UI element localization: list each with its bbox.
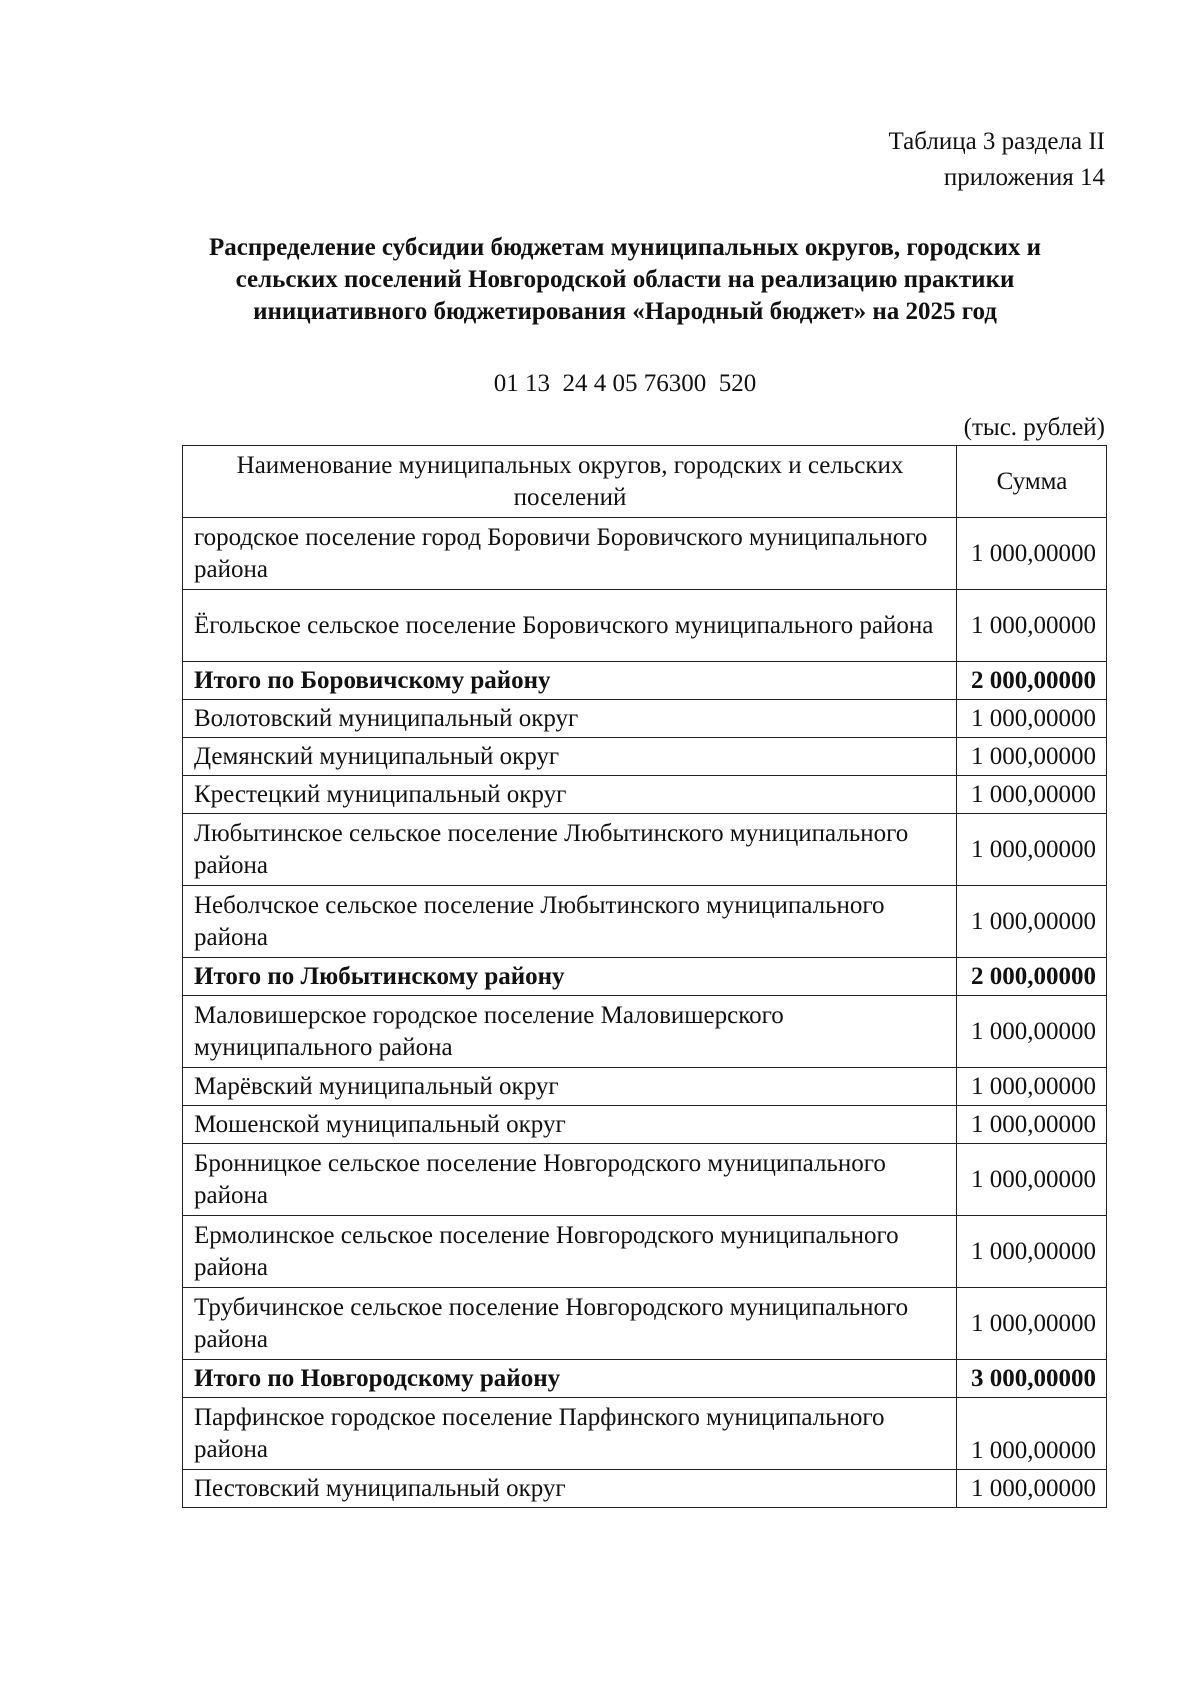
table-total-row bbox=[183, 958, 1107, 996]
table-row bbox=[183, 886, 1107, 958]
row-sum: 1 000,00000 bbox=[957, 1470, 1107, 1508]
table-row bbox=[183, 776, 1107, 814]
table-row bbox=[183, 1068, 1107, 1106]
row-sum: 1 000,00000 bbox=[957, 590, 1107, 662]
column-header-sum: Сумма bbox=[957, 446, 1107, 518]
row-sum: 1 000,00000 bbox=[957, 1068, 1107, 1106]
total-sum: 3 000,00000 bbox=[957, 1360, 1107, 1398]
row-sum: 1 000,00000 bbox=[957, 1144, 1107, 1216]
row-name: Любытинское сельское поселение Любытинского муниципального района bbox=[183, 814, 957, 886]
table-row bbox=[183, 1470, 1107, 1508]
table-row bbox=[183, 1216, 1107, 1288]
row-name: Демянский муниципальный округ bbox=[183, 738, 957, 776]
appendix-reference-line-2: приложения 14 bbox=[943, 164, 1105, 191]
row-name: Трубичинское сельское поселение Новгородского муниципального района bbox=[183, 1288, 957, 1360]
total-sum: 2 000,00000 bbox=[957, 662, 1107, 700]
row-sum: 1 000,00000 bbox=[957, 738, 1107, 776]
row-sum: 1 000,00000 bbox=[957, 1398, 1107, 1470]
row-name: Марёвский муниципальный округ bbox=[183, 1068, 957, 1106]
appendix-reference bbox=[889, 124, 1105, 196]
unit-label: (тыс. рублей) bbox=[963, 414, 1105, 441]
total-name: Итого по Новгородскому району bbox=[183, 1360, 957, 1398]
row-name: Волотовский муниципальный округ bbox=[183, 700, 957, 738]
table-header-row bbox=[183, 446, 1107, 518]
row-sum: 1 000,00000 bbox=[957, 886, 1107, 958]
table-row bbox=[183, 1106, 1107, 1144]
row-sum: 1 000,00000 bbox=[957, 1106, 1107, 1144]
total-sum: 2 000,00000 bbox=[957, 958, 1107, 996]
table-row bbox=[183, 518, 1107, 590]
row-name: Маловишерское городское поселение Маловишерского муниципального района bbox=[183, 996, 957, 1068]
table-total-row bbox=[183, 662, 1107, 700]
row-name: Ермолинское сельское поселение Новгородского муниципального района bbox=[183, 1216, 957, 1288]
row-name: Неболчское сельское поселение Любытинского муниципального района bbox=[183, 886, 957, 958]
row-name: Пестовский муниципальный округ bbox=[183, 1470, 957, 1508]
total-name: Итого по Боровичскому району bbox=[183, 662, 957, 700]
table-row bbox=[183, 738, 1107, 776]
table-row bbox=[183, 1144, 1107, 1216]
document-title-line-3: инициативного бюджетирования «Народный бюджет» на 2025 год bbox=[253, 298, 997, 325]
subsidy-table bbox=[182, 445, 1107, 1508]
row-name: городское поселение город Боровичи Боровичского муниципального района bbox=[183, 518, 957, 590]
budget-classification-code: 01 13 24 4 05 76300 520 bbox=[493, 370, 757, 397]
document-title bbox=[150, 232, 1100, 328]
row-sum: 1 000,00000 bbox=[957, 776, 1107, 814]
table-row bbox=[183, 700, 1107, 738]
appendix-reference-line-1: Таблица 3 раздела II bbox=[888, 128, 1105, 155]
row-name: Бронницкое сельское поселение Новгородского муниципального района bbox=[183, 1144, 957, 1216]
table-total-row bbox=[183, 1360, 1107, 1398]
total-name: Итого по Любытинскому району bbox=[183, 958, 957, 996]
row-name: Крестецкий муниципальный округ bbox=[183, 776, 957, 814]
table-row bbox=[183, 814, 1107, 886]
document-title-line-1: Распределение субсидии бюджетам муниципальных округов, городских и bbox=[208, 234, 1042, 261]
table-row bbox=[183, 996, 1107, 1068]
table-row bbox=[183, 1398, 1107, 1470]
column-header-name: Наименование муниципальных округов, городских и сельских поселений bbox=[183, 446, 957, 518]
table-row bbox=[183, 590, 1107, 662]
row-sum: 1 000,00000 bbox=[957, 996, 1107, 1068]
row-sum: 1 000,00000 bbox=[957, 700, 1107, 738]
row-sum: 1 000,00000 bbox=[957, 814, 1107, 886]
row-name: Парфинское городское поселение Парфинского муниципального района bbox=[183, 1398, 957, 1470]
table-row bbox=[183, 1288, 1107, 1360]
row-sum: 1 000,00000 bbox=[957, 1216, 1107, 1288]
row-name: Ёгольское сельское поселение Боровичского муниципального района bbox=[183, 590, 957, 662]
row-sum: 1 000,00000 bbox=[957, 1288, 1107, 1360]
row-sum: 1 000,00000 bbox=[957, 518, 1107, 590]
document-title-line-2: сельских поселений Новгородской области на реализацию практики bbox=[235, 266, 1015, 293]
row-name: Мошенской муниципальный округ bbox=[183, 1106, 957, 1144]
